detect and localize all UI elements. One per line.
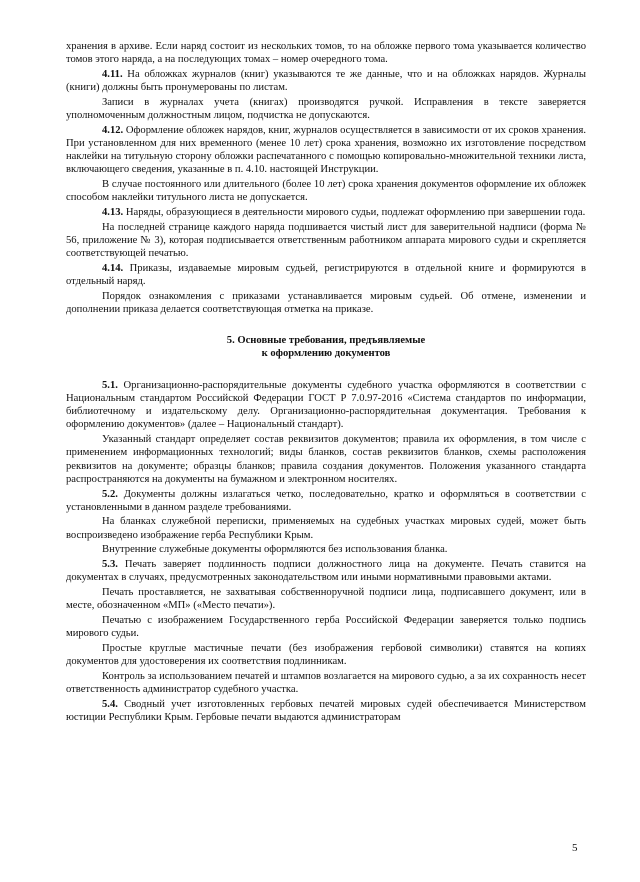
paragraph <box>66 642 586 668</box>
clause-number: 5.1. <box>102 379 118 391</box>
section-heading-line-2: к оформлению документов <box>261 348 391 360</box>
paragraph <box>66 68 586 94</box>
paragraph <box>66 124 586 177</box>
paragraph <box>66 543 586 556</box>
paragraph <box>66 614 586 640</box>
paragraph-text: Печать заверяет подлинность подписи должностного лица на документе. Печать ставится на документах в случаях, предусмотренных законодательством или иными нормативными правовыми актами. <box>66 559 586 584</box>
paragraph-text: Печать проставляется, не захватывая собственноручной подписи лица, подписавшего документ, или в месте, обозначенном «МП» («Место печати»). <box>66 586 586 612</box>
paragraph-text: На последней странице каждого наряда подшивается чистый лист для заверительной надписи (форма № 56, приложение № 3), которая подписывается ответственным работником аппарата мирового судьи и скрепляется соответствующей печатью. <box>66 221 586 260</box>
paragraph-text: Приказы, издаваемые мировым судьей, регистрируются в отдельной книге и формируются в отдельный наряд. <box>66 262 586 287</box>
paragraph-text: хранения в архиве. Если наряд состоит из нескольких томов, то на обложке первого тома указывается количество томов этого наряда, а на последующих томах – номер очередного тома. <box>66 41 586 66</box>
paragraph <box>66 698 586 724</box>
clause-number: 5.3. <box>102 559 118 571</box>
paragraph <box>66 178 586 204</box>
paragraph-text: Оформление обложек нарядов, книг, журналов осуществляется в зависимости от их сроков хранения. При установленном для них временного (менее 10 лет) срока хранения, возможно их изготовление посредством наклейки на титульную сторону обложки распечатанного с помощью копировально-множительной техники листа, включающего сведения, указанные в п. 4.10. настоящей Инструкции. <box>66 124 586 176</box>
paragraph-text: Простые круглые мастичные печати (без изображения гербовой символики) ставятся на копиях документов для удостоверения их соответствия подлинникам. <box>66 642 586 667</box>
clause-number: 4.13. <box>102 206 124 218</box>
clause-number: 5.4. <box>102 698 118 710</box>
clause-number: 4.14. <box>102 262 124 274</box>
paragraph-text: На обложках журналов (книг) указываются те же данные, что и на обложках нарядов. Журналы (книги) должны быть пронумерованы по листам. <box>66 68 586 94</box>
paragraph-text: Организационно-распорядительные документы судебного участка оформляются в соответствии с Национальным стандартом Российской Федерации ГОСТ Р 7.0.97-2016 «Система стандартов по информации, библиотечному и издательскому делу. Организационно-распорядительная документация. Требования к оформлению документов» (далее – Национальный стандарт). <box>66 379 586 431</box>
paragraph-text: Записи в журналах учета (книгах) производятся ручкой. Исправления в тексте заверяется уполномоченным должностным лицом, подчистка не допускаются. <box>66 96 586 122</box>
paragraph <box>66 558 586 584</box>
paragraph <box>66 290 586 316</box>
paragraph <box>66 262 586 288</box>
paragraph <box>66 40 586 66</box>
section-heading-line-1: 5. Основные требования, предъявляемые <box>226 335 426 347</box>
paragraph-text: Наряды, образующиеся в деятельности мирового судьи, подлежат оформлению при завершении года. <box>123 206 586 218</box>
paragraph-text: Порядок ознакомления с приказами устанавливается мировым судьей. Об отмене, изменении и дополнении приказа делается соответствующая отметка на приказе. <box>66 290 586 315</box>
clause-number: 4.12. <box>102 124 124 136</box>
paragraph <box>66 670 586 696</box>
paragraph-text: Внутренние служебные документы оформляются без использования бланка. <box>102 544 448 556</box>
paragraph <box>66 433 586 486</box>
paragraph-text: Документы должны излагаться четко, последовательно, кратко и оформляться в соответствии с установленными в данном разделе требованиями. <box>66 488 586 513</box>
paragraph <box>66 488 586 514</box>
section-heading <box>66 334 586 361</box>
page-number: 5 <box>572 842 578 854</box>
paragraph-text: Контроль за использованием печатей и штампов возлагается на мирового судью, а за их сохранность несет ответственность администратор судебного участка. <box>66 670 586 695</box>
document-body <box>66 40 586 725</box>
paragraph-text: Указанный стандарт определяет состав реквизитов документов; правила их оформления, в том числе с применением информационных технологий; виды бланков, состав реквизитов бланков, схемы расположения реквизитов на документе; образцы бланков; правила создания документов. Положения указанного стандарта распространяются на документы на бумажном и электронном носителях. <box>66 434 586 485</box>
clause-number: 5.2. <box>102 488 118 500</box>
paragraph <box>66 221 586 261</box>
paragraph-text: Сводный учет изготовленных гербовых печатей мировых судей обеспечивается Министерством юстиции Республики Крым. Гербовые печати выдаются администраторам <box>66 698 586 723</box>
paragraphs-top <box>66 40 586 316</box>
paragraph <box>66 96 586 122</box>
paragraph-text: Печатью с изображением Государственного герба Российской Федерации заверяется только подпись мирового судьи. <box>66 614 586 640</box>
paragraph <box>66 515 586 541</box>
paragraph-text: На бланках служебной переписки, применяемых на судебных участках мировых судей, может быть воспроизведено изображение герба Республики Крым. <box>66 516 586 541</box>
paragraph <box>66 379 586 432</box>
paragraphs-bottom <box>66 379 586 724</box>
paragraph <box>66 206 586 219</box>
clause-number: 4.11. <box>102 68 123 80</box>
paragraph <box>66 586 586 612</box>
paragraph-text: В случае постоянного или длительного (более 10 лет) срока хранения документов оформление их обложек способом наклейки титульного листа не допускается. <box>66 179 586 204</box>
